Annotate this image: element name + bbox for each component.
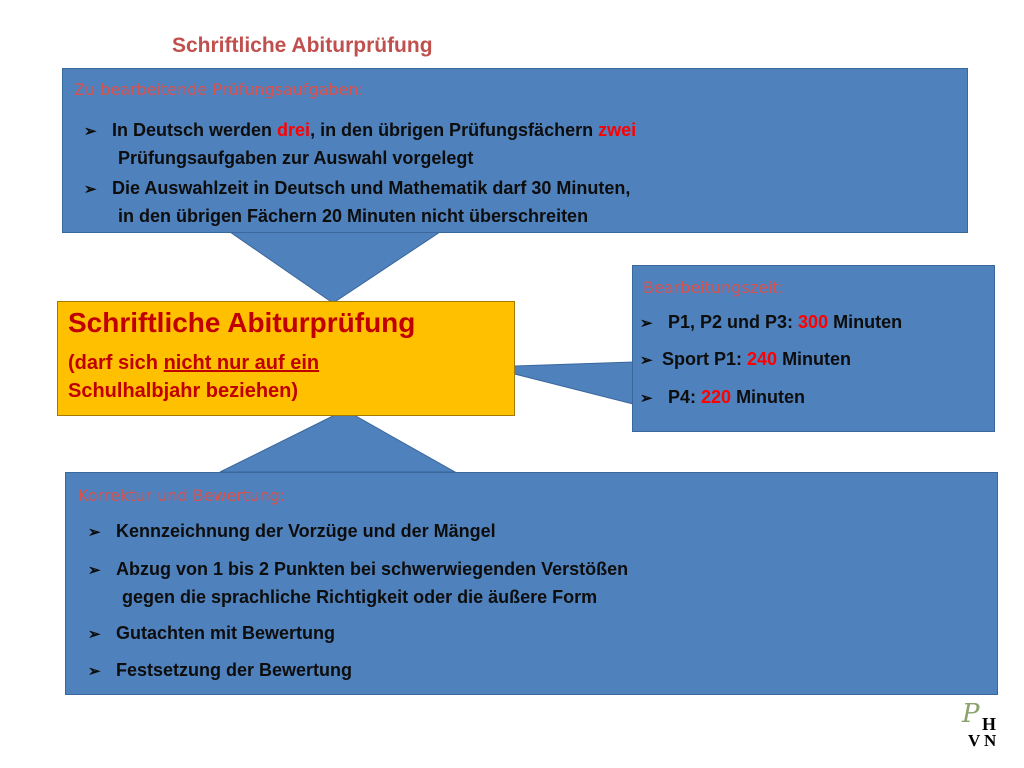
svg-text:V: V xyxy=(968,731,981,750)
bullet-arrow-icon: ➢ xyxy=(88,663,101,680)
grading-item: ➢ Kennzeichnung der Vorzüge und der Mängel xyxy=(88,518,496,546)
center-title: Schriftliche Abiturprüfung xyxy=(68,307,416,338)
svg-text:P: P xyxy=(962,700,980,729)
center-subtitle: (darf sich nicht nur auf ein Schulhalbjahr beziehen) xyxy=(68,352,320,402)
page-title: Schriftliche Abiturprüfung xyxy=(172,34,433,57)
grading-item: ➢ Abzug von 1 bis 2 Punkten bei schwerwiegenden Verstößen gegen die sprachliche Richtigkeit oder die äußere Form xyxy=(88,559,629,607)
svg-text:H: H xyxy=(982,714,997,734)
bullet-arrow-icon: ➢ xyxy=(640,315,653,332)
grading-callout-pointer xyxy=(220,410,455,472)
time-item: ➢ P1, P2 und P3: 300 Minuten xyxy=(640,309,902,337)
bullet-arrow-icon: ➢ xyxy=(84,181,97,198)
tasks-bullet-2: ➢ Die Auswahlzeit in Deutsch und Mathematik darf 30 Minuten, in den übrigen Fächern 20 Minuten nicht überschreiten xyxy=(84,178,631,226)
bullet-arrow-icon: ➢ xyxy=(88,524,101,541)
bullet-arrow-icon: ➢ xyxy=(640,352,653,369)
bullet-arrow-icon: ➢ xyxy=(88,626,101,643)
grading-item: ➢ Festsetzung der Bewertung xyxy=(88,657,352,685)
bullet-arrow-icon: ➢ xyxy=(640,390,653,407)
svg-text:N: N xyxy=(984,731,997,750)
time-item: ➢ Sport P1: 240 Minuten xyxy=(640,346,851,374)
tasks-box-heading: Zu bearbeitende Prüfungsaufgaben: xyxy=(74,80,364,99)
time-box-heading: Bearbeitungszeit: xyxy=(643,278,785,297)
bullet-arrow-icon: ➢ xyxy=(88,562,101,579)
bullet-arrow-icon: ➢ xyxy=(84,123,97,140)
tasks-callout-pointer xyxy=(230,232,440,303)
tasks-bullet-1: ➢ In Deutsch werden drei, in den übrigen Prüfungsfächern zwei Prüfungsaufgaben zur Auswahl vorgelegt xyxy=(84,120,637,168)
phvn-logo xyxy=(960,700,1008,750)
grading-box-heading: Korrektur und Bewertung: xyxy=(78,486,286,505)
grading-item: ➢ Gutachten mit Bewertung xyxy=(88,620,335,648)
time-item: ➢ P4: 220 Minuten xyxy=(640,384,805,412)
